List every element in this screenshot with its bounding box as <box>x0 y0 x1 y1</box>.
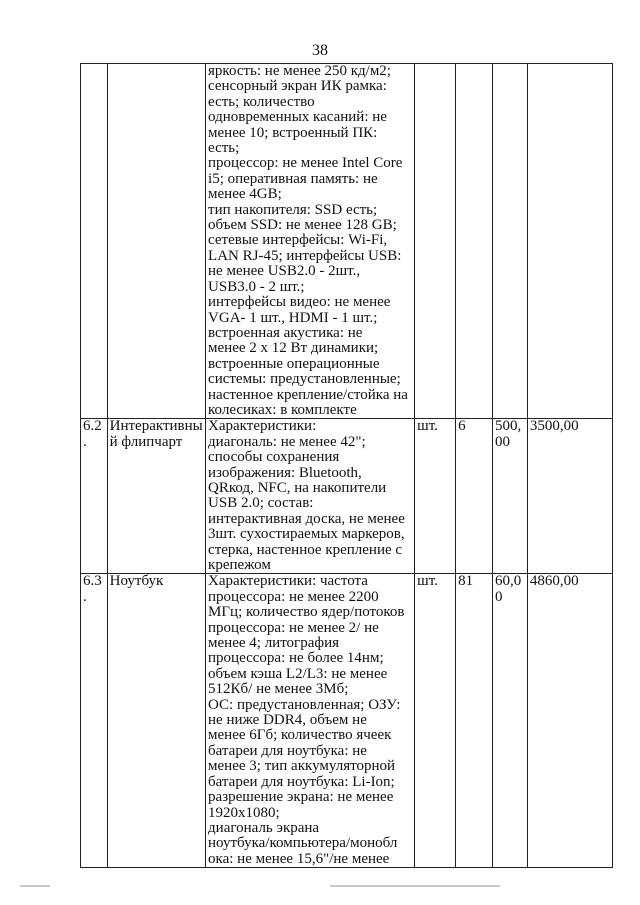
item-description-cell-line: менее 3; тип аккумуляторной <box>208 758 396 775</box>
item-name-cell <box>107 419 205 574</box>
item-name-cell-line: Ноутбук <box>109 573 164 590</box>
item-description-cell-line: i5; оперативная память: не <box>208 170 378 187</box>
item-description-cell-line: не ниже DDR4, объем не <box>208 712 367 729</box>
item-description-cell-line: процессора: не менее 2200 <box>208 588 379 605</box>
item-description-cell-line: встроенные операционные <box>208 355 380 372</box>
item-description-cell-line: LAN RJ-45; интерфейсы USB: <box>208 247 402 264</box>
item-number-cell <box>81 64 108 419</box>
item-description-cell-line: QRкод, NFC, на накопители <box>208 479 387 496</box>
item-description-cell-line: разрешение экрана: не менее <box>208 789 394 806</box>
item-description-cell-line: тип накопителя: SSD есть; <box>208 201 378 218</box>
item-description-cell-line: интерактивная доска, не менее <box>208 510 405 527</box>
table-row <box>81 64 613 419</box>
page-number: 38 <box>312 42 328 59</box>
item-description-cell-line: менее 6Гб; количество ячеек <box>208 727 392 744</box>
total-cell: 4860,00 <box>527 574 612 868</box>
item-number-cell: 6.2. <box>81 419 108 574</box>
item-description-cell-line: способы сохранения <box>208 449 340 466</box>
item-description-cell <box>206 419 415 574</box>
item-description-cell-line: есть; количество <box>208 93 315 110</box>
unit-price-cell <box>493 64 528 419</box>
unit-price-cell-line: 60,0 <box>495 573 522 590</box>
item-description-cell-line: менее 4; литография <box>208 635 340 652</box>
item-description-cell-line: USB3.0 - 2 шт.; <box>208 278 305 295</box>
item-description-cell <box>206 574 415 868</box>
unit-price-cell <box>493 574 528 868</box>
item-description-cell-line: Характеристики: <box>208 418 317 435</box>
item-description-cell-line: диагональ экрана <box>208 819 320 836</box>
item-description-cell-line: менее 2 х 12 Вт динамики; <box>208 340 379 357</box>
item-description-cell-line: стерка, настенное крепление с <box>208 541 403 558</box>
item-description-cell <box>206 64 415 419</box>
item-description-cell-line: 3шт. сухостираемых маркеров, <box>208 526 405 543</box>
item-description-cell-line: батареи для ноутбука: Li-Ion; <box>208 773 395 790</box>
quantity-cell: 81 <box>456 574 493 868</box>
item-description-cell-line: есть; <box>208 140 240 157</box>
quantity-cell <box>456 64 493 419</box>
item-description-cell-line: ока: не менее 15,6"/не менее <box>208 850 390 867</box>
unit-price-cell <box>493 419 528 574</box>
item-description-cell-line: МГц; количество ядер/потоков <box>208 604 405 621</box>
item-number-cell: 6.3. <box>81 574 108 868</box>
table-row <box>81 574 613 868</box>
item-description-cell-line: одновременных касаний: не <box>208 109 387 126</box>
item-description-cell-line: сетевые интерфейсы: Wi-Fi, <box>208 232 388 249</box>
item-description-cell-line: 512Кб/ не менее 3Мб; <box>208 681 349 698</box>
item-name-cell-line: Интерактивны <box>109 418 203 435</box>
unit-cell <box>415 64 456 419</box>
item-description-cell-line: яркость: не менее 250 кд/м2; <box>208 63 391 79</box>
unit-price-cell-line: 0 <box>495 588 503 605</box>
unit-price-cell-line: 00 <box>495 433 511 450</box>
item-description-cell-line: крепежом <box>208 557 271 573</box>
item-description-cell-line: ноутбука/компьютера/монобл <box>208 835 398 852</box>
scan-artifact <box>330 885 500 887</box>
item-description-cell-line: изображения: Bluetooth, <box>208 464 362 481</box>
item-description-cell-line: не менее USB2.0 - 2шт., <box>208 263 361 280</box>
item-description-cell-line: 1920x1080; <box>208 804 280 821</box>
item-description-cell-line: USB 2.0; состав: <box>208 495 314 512</box>
unit-price-cell-line: 500, <box>495 418 522 435</box>
table-body <box>81 64 613 868</box>
unit-cell: шт. <box>415 574 456 868</box>
item-description-cell-line: колесиках: в комплекте <box>208 401 357 418</box>
item-description-cell-line: объем SSD: не менее 128 GB; <box>208 217 397 234</box>
item-description-cell-line: Характеристики: частота <box>208 573 368 590</box>
item-name-cell-line: й флипчарт <box>109 433 183 450</box>
item-description-cell-line: настенное крепление/стойка на <box>208 386 408 403</box>
item-description-cell-line: процессора: не более 14нм; <box>208 650 384 667</box>
total-cell <box>527 64 612 419</box>
table-row <box>81 419 613 574</box>
item-description-cell-line: объем кэша L2/L3: не менее <box>208 665 388 682</box>
unit-cell: шт. <box>415 419 456 574</box>
item-name-cell <box>107 64 205 419</box>
total-cell: 3500,00 <box>527 419 612 574</box>
specification-table <box>80 63 613 868</box>
item-description-cell-line: VGA- 1 шт., HDMI - 1 шт.; <box>208 309 378 326</box>
item-description-cell-line: ОС: предустановленная; ОЗУ: <box>208 696 401 713</box>
item-description-cell-line: сенсорный экран ИК рамка: <box>208 78 387 95</box>
item-description-cell-line: батареи для ноутбука: не <box>208 742 367 759</box>
item-description-cell-line: менее 10; встроенный ПК: <box>208 124 378 141</box>
scan-artifact <box>20 885 50 887</box>
quantity-cell: 6 <box>456 419 493 574</box>
item-description-cell-line: менее 4GB; <box>208 186 282 203</box>
item-description-cell-line: диагональ: не менее 42"; <box>208 433 366 450</box>
item-description-cell-line: встроенная акустика: не <box>208 324 363 341</box>
item-description-cell-line: процессор: не менее Intel Core <box>208 155 403 172</box>
item-description-cell-line: интерфейсы видео: не менее <box>208 294 391 311</box>
item-description-cell-line: системы: предустановленные; <box>208 371 401 388</box>
item-description-cell-line: процессора: не менее 2/ не <box>208 619 379 636</box>
item-name-cell <box>107 574 205 868</box>
